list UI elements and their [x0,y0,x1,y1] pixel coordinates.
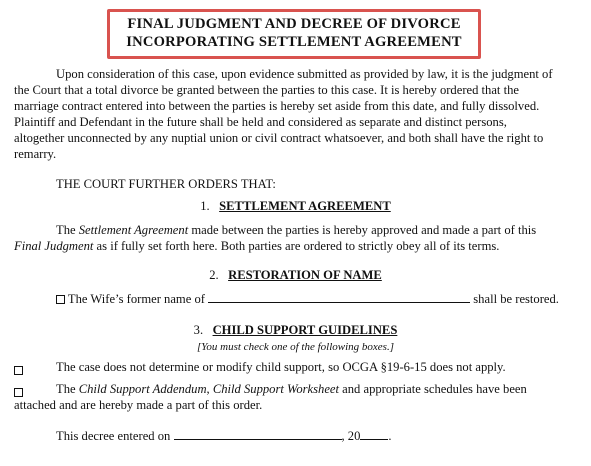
child-support-addendum-ref: Child Support Addendum [78,382,207,396]
decree-date-field[interactable] [174,428,342,440]
name-restoration-checkbox[interactable] [56,295,65,304]
section-2-header [0,267,591,283]
child-support-option-1-checkbox[interactable] [14,362,23,378]
child-support-worksheet-ref: Child Support Worksheet [212,382,340,396]
intro-line-4: Plaintiff and Defendant in the future shall be held and considered as separate and distinct persons, [14,115,507,129]
intro-line-6: remarry. [14,147,57,161]
name-restoration-row [56,291,586,307]
checkbox-icon [14,366,23,375]
intro-line-2: the Court that a total divorce be granted between the parties to this case. It is hereby ordered that the [14,83,519,97]
section-2-number: 2. [209,268,219,282]
section-1-line-2-post: as if fully set forth here. Both parties are ordered to strictly obey all of its terms. [93,239,500,253]
child-support-option-2-line-1 [56,381,581,397]
intro-line-5: altogether unconnected by any nuptial union or civil contract whatsoever, and both shall have the right to [14,131,544,145]
section-1-line-1-post: made between the parties is hereby approved and made a part of this [188,223,537,237]
decree-date-period: . [388,429,392,443]
decree-year-field[interactable] [360,428,388,440]
section-3-heading: CHILD SUPPORT GUIDELINES [212,323,398,337]
final-judgment-ref: Final Judgment [14,239,94,253]
section-1-number: 1. [200,199,210,213]
option-2-mid: , [206,382,213,396]
section-3-note: [You must check one of the following boxes.] [197,341,394,353]
decree-date-row [56,428,586,444]
section-1-line-1 [56,222,581,238]
former-name-field[interactable] [208,291,470,303]
settlement-agreement-ref: Settlement Agreement [78,223,189,237]
document-title-line-1: FINAL JUDGMENT AND DECREE OF DIVORCE [127,16,461,32]
document-title-line-2: INCORPORATING SETTLEMENT AGREEMENT [126,34,462,50]
section-3-header [0,322,591,338]
name-restoration-label: The Wife’s former name of [67,292,205,306]
section-1-line-1-pre: The [56,223,79,237]
decree-year-prefix: , 20 [341,429,361,443]
section-1-heading: SETTLEMENT AGREEMENT [219,199,391,213]
intro-line-3: marriage contract entered into between the parties is hereby set aside from this date, and fully dissolved. [14,99,540,113]
name-restoration-suffix: shall be restored. [473,292,559,306]
decree-date-label: This decree entered on [56,429,171,443]
child-support-option-1-label: The case does not determine or modify child support, so OCGA §19-6-15 does not apply. [56,360,506,374]
orders-intro: THE COURT FURTHER ORDERS THAT: [56,177,276,191]
option-2-post: and appropriate schedules have been [339,382,527,396]
section-3-number: 3. [193,323,204,337]
checkbox-icon [14,388,23,397]
section-2-heading: RESTORATION OF NAME [228,268,382,282]
section-1-header [0,198,591,214]
child-support-option-2-line-2: attached and are hereby made a part of this order. [14,398,263,412]
section-1-line-2 [14,238,580,254]
option-2-pre: The [56,382,79,396]
intro-line-1: Upon consideration of this case, upon evidence submitted as provided by law, it is the judgment of [56,67,553,81]
